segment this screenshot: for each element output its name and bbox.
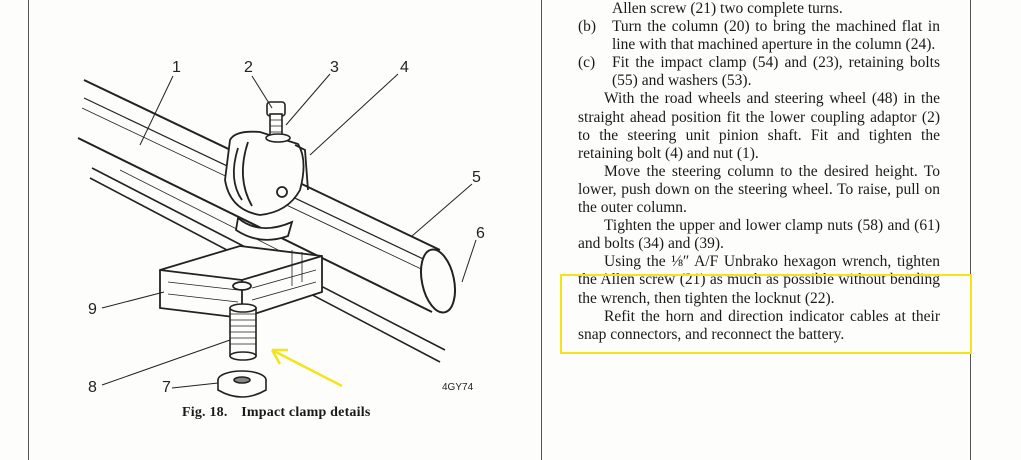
paragraph-refit-cables: Refit the horn and direction indicator cables at their snap connectors, and reconnect the battery.: [578, 307, 940, 343]
clamp-bolt: [266, 102, 290, 142]
figure-number: Fig. 18.: [182, 405, 228, 420]
paragraph-column-height: Move the steering column to the desired height. To lower, push down on the steering wheel. To raise, pull on the outer column.: [578, 162, 940, 217]
step-b-text: Turn the column (20) to bring the machined flat in line with that machined aperture in the column (24).: [612, 18, 940, 54]
step-c-text: Fit the impact clamp (54) and (23), retaining bolts (55) and washers (53).: [612, 54, 940, 90]
left-border-line: [28, 0, 29, 460]
callout-4: 4: [400, 59, 409, 76]
callout-2: 2: [244, 59, 253, 76]
paragraph-clamp-nuts: Tighten the upper and lower clamp nuts (58) and (61) and bolts (34) and (39).: [578, 217, 940, 253]
paragraph-allen-screw: Using the ⅛″ A/F Unbrako hexagon wrench, tighten the Allen screw (21) as much as possible without bending the wrench, then tighten the locknut (22).: [578, 253, 940, 307]
figure-title: Impact clamp details: [241, 405, 371, 420]
step-b: [578, 18, 940, 54]
locknut: [218, 371, 266, 397]
yellow-annotation-arrow: [262, 338, 352, 392]
clamp-collar: [225, 132, 308, 240]
callout-3: 3: [330, 59, 339, 76]
column-divider-line: [541, 0, 542, 460]
callout-9: 9: [88, 301, 97, 318]
figure-code: 4GY74: [442, 382, 474, 393]
paragraph-road-wheels: With the road wheels and steering wheel (48) in the straight ahead position fit the lower coupling adaptor (2) to the steering unit pinion shaft. Fit and tighten the retaining bolt (4) and nut (1).: [578, 90, 940, 162]
yellow-highlight-box: [560, 274, 972, 354]
callout-5: 5: [472, 169, 481, 186]
callout-7: 7: [162, 379, 171, 396]
step-b-marker: (b): [578, 18, 597, 36]
callout-1: 1: [172, 59, 181, 76]
right-border-line: [970, 0, 971, 460]
continued-line: Allen screw (21) two complete turns.: [612, 0, 843, 17]
callout-8: 8: [88, 379, 97, 396]
step-c: [578, 54, 940, 90]
callout-6: 6: [476, 225, 485, 242]
figure-caption: [182, 405, 370, 421]
allen-screw: [230, 304, 256, 360]
step-c-marker: (c): [578, 54, 596, 72]
